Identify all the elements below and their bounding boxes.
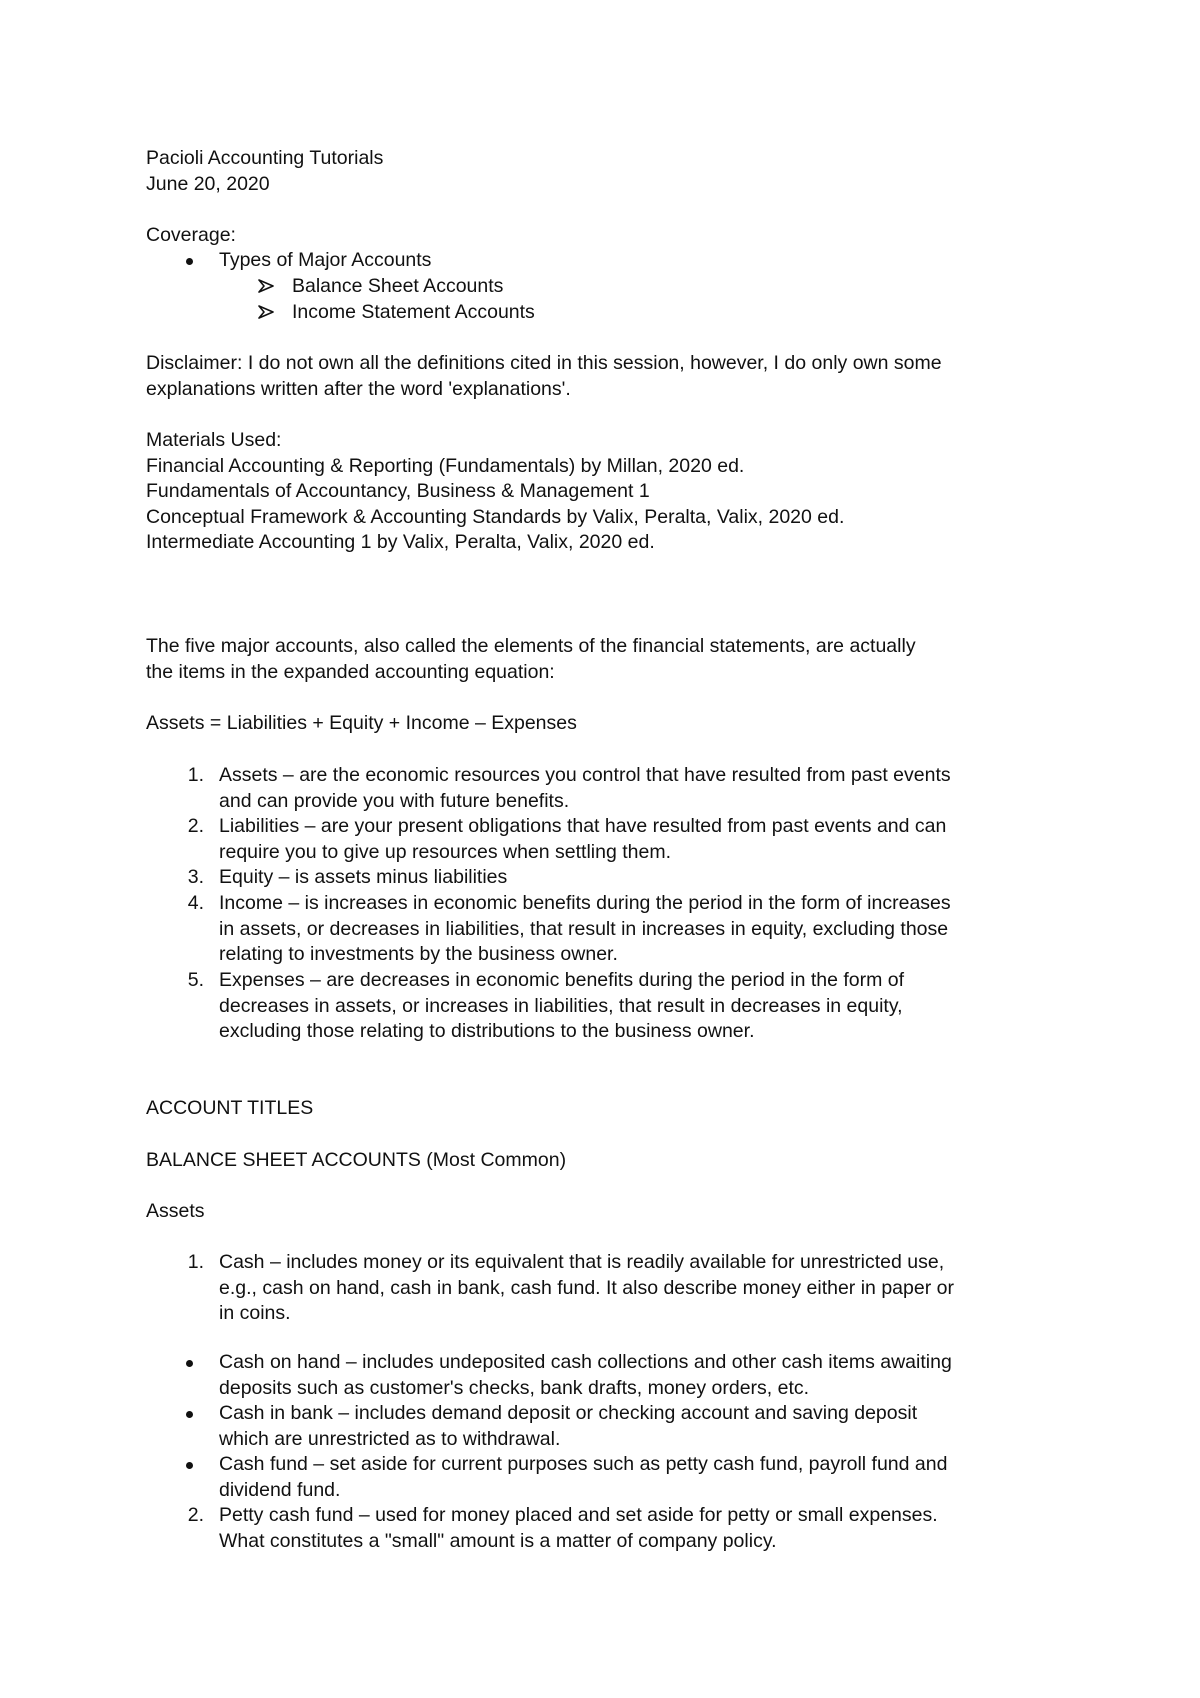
list-item-line: What constitutes a "small" amount is a matter of company policy. (219, 1529, 777, 1552)
material-item: Fundamentals of Accountancy, Business & Management 1 (146, 480, 650, 502)
list-item-income (219, 891, 1099, 968)
list-item-line: Income – is increases in economic benefits during the period in the form of increases (219, 892, 951, 914)
accounting-equation: Assets = Liabilities + Equity + Income – Expenses (146, 712, 577, 734)
document-title: Pacioli Accounting Tutorials (146, 147, 384, 169)
disclaimer-paragraph (146, 351, 1076, 402)
list-number: 4. (187, 892, 204, 914)
list-item-line: in coins. (219, 1302, 291, 1324)
list-item-cash (219, 1250, 1099, 1327)
list-item-line: excluding those relating to distributions to the business owner. (219, 1020, 755, 1042)
arrowhead-bullet-icon (258, 278, 274, 294)
list-item-line: which are unrestricted as to withdrawal. (219, 1427, 561, 1450)
list-number: 1. (187, 1251, 204, 1273)
coverage-subitem: Balance Sheet Accounts (292, 275, 504, 297)
list-number: 2. (187, 1504, 204, 1526)
list-item-line: and can provide you with future benefits. (219, 789, 570, 812)
coverage-label: Coverage: (146, 224, 236, 246)
list-item-petty-cash (219, 1503, 1099, 1554)
bullet-item-cash-fund (219, 1452, 1099, 1503)
section-heading-account-titles: ACCOUNT TITLES (146, 1097, 314, 1119)
intro-line: the items in the expanded accounting equation: (146, 660, 555, 683)
list-item-assets (219, 763, 1099, 814)
list-item-line: Cash fund – set aside for current purposes such as petty cash fund, payroll fund and (219, 1453, 948, 1475)
list-item-line: require you to give up resources when settling them. (219, 840, 671, 863)
list-item-liabilities (219, 814, 1099, 865)
coverage-item: Types of Major Accounts (219, 249, 432, 271)
list-item-line: decreases in assets, or increases in liabilities, that result in decreases in equity, (219, 994, 903, 1017)
bullet-icon (186, 1360, 193, 1367)
subheading-assets: Assets (146, 1200, 205, 1222)
intro-paragraph (146, 634, 1076, 685)
disclaimer-line: Disclaimer: I do not own all the definitions cited in this session, however, I do only own some (146, 352, 942, 374)
list-number: 1. (187, 764, 204, 786)
list-item-line: deposits such as customer's checks, bank drafts, money orders, etc. (219, 1376, 810, 1399)
list-item-line: Liabilities – are your present obligations that have resulted from past events and can (219, 815, 947, 837)
list-number: 2. (187, 815, 204, 837)
list-number: 5. (187, 969, 204, 991)
intro-line: The five major accounts, also called the elements of the financial statements, are actually (146, 635, 916, 657)
bullet-icon (186, 1411, 193, 1418)
list-item-expenses (219, 968, 1099, 1045)
list-item-line: Expenses – are decreases in economic benefits during the period in the form of (219, 969, 905, 991)
material-item: Financial Accounting & Reporting (Fundamentals) by Millan, 2020 ed. (146, 454, 745, 477)
bullet-item-cash-in-bank (219, 1401, 1099, 1452)
list-item-line: Petty cash fund – used for money placed and set aside for petty or small expenses. (219, 1504, 938, 1526)
material-item: Intermediate Accounting 1 by Valix, Peralta, Valix, 2020 ed. (146, 531, 655, 553)
list-item-line: Cash on hand – includes undeposited cash collections and other cash items awaiting (219, 1351, 952, 1373)
list-number: 3. (187, 866, 204, 888)
document-date: June 20, 2020 (146, 173, 270, 195)
bullet-item-cash-on-hand (219, 1350, 1099, 1401)
list-item-line: Equity – is assets minus liabilities (219, 866, 508, 888)
list-item-line: Assets – are the economic resources you control that have resulted from past events (219, 764, 951, 786)
list-item-line: e.g., cash on hand, cash in bank, cash fund. It also describe money either in paper or (219, 1276, 954, 1299)
arrowhead-bullet-icon (258, 304, 274, 320)
list-item-line: in assets, or decreases in liabilities, that result in increases in equity, excluding those (219, 917, 949, 940)
material-item: Conceptual Framework & Accounting Standards by Valix, Peralta, Valix, 2020 ed. (146, 505, 845, 528)
list-item-line: Cash in bank – includes demand deposit or checking account and saving deposit (219, 1402, 918, 1424)
bullet-icon (186, 258, 193, 265)
list-item-line: dividend fund. (219, 1478, 341, 1501)
list-item-line: relating to investments by the business owner. (219, 943, 618, 965)
bullet-icon (186, 1462, 193, 1469)
materials-section (146, 428, 1076, 556)
list-item-line: Cash – includes money or its equivalent that is readily available for unrestricted use, (219, 1251, 945, 1273)
materials-label: Materials Used: (146, 429, 282, 451)
list-item-equity (219, 865, 1099, 891)
disclaimer-line: explanations written after the word 'explanations'. (146, 377, 571, 400)
coverage-subitem: Income Statement Accounts (292, 301, 535, 323)
section-heading-balance-sheet: BALANCE SHEET ACCOUNTS (Most Common) (146, 1149, 567, 1171)
